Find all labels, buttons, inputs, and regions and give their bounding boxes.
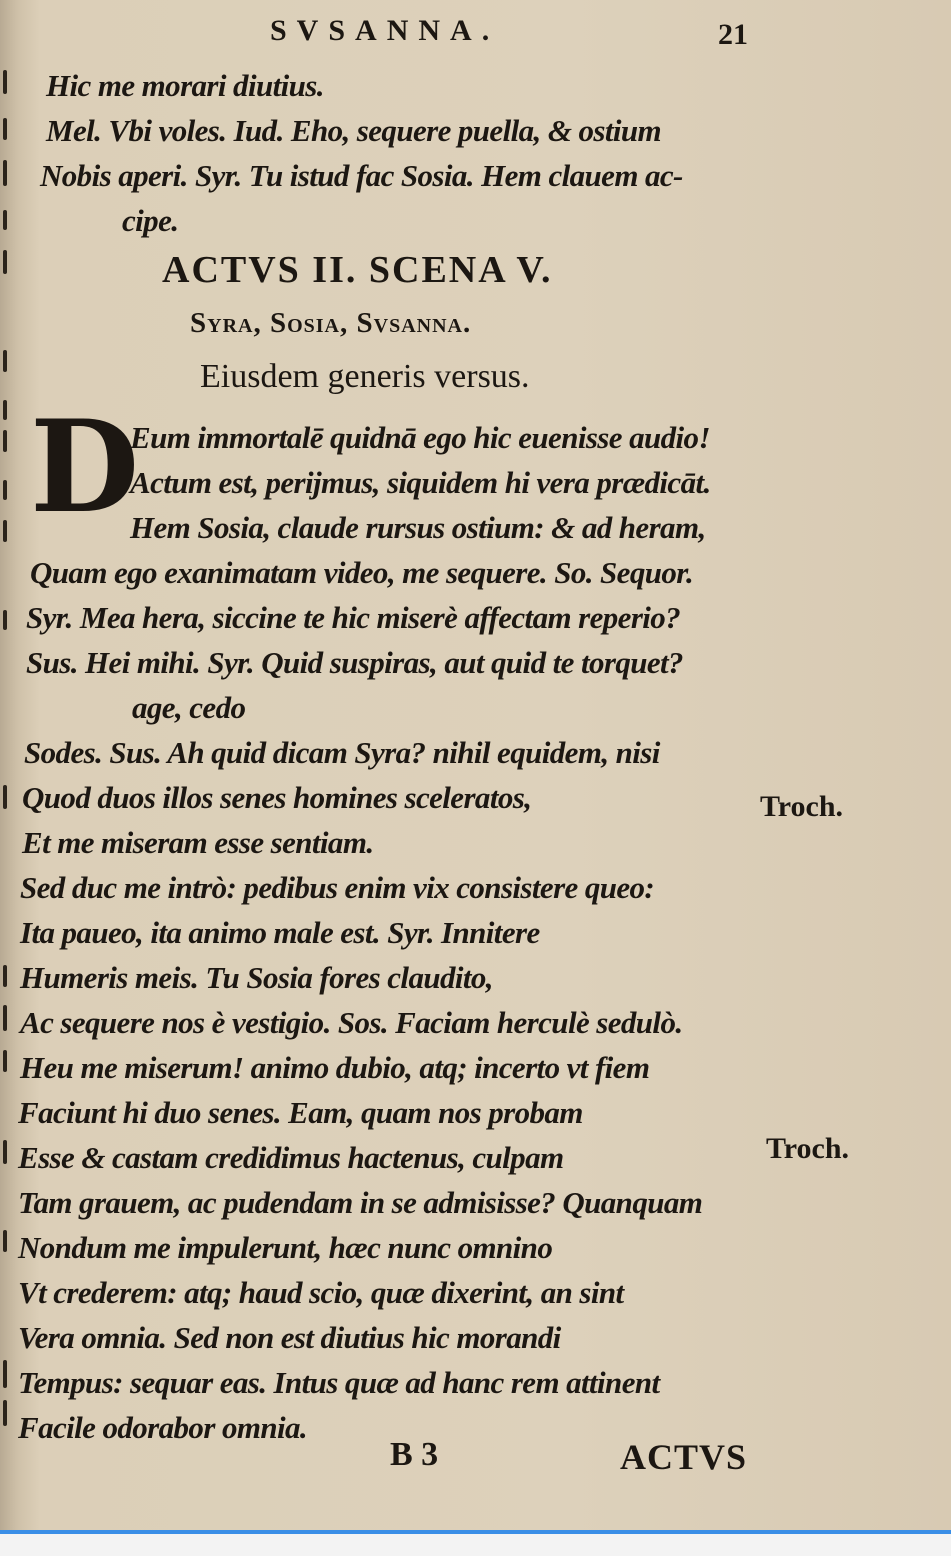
- text-line: age, cedo: [132, 690, 246, 725]
- text-line: Hem Sosia, claude rursus ostium: & ad heram,: [130, 510, 706, 545]
- signature-mark: B 3: [390, 1436, 439, 1473]
- text-line: Quod duos illos senes homines sceleratos,: [22, 780, 532, 815]
- text-line: Sus. Hei mihi. Syr. Quid suspiras, aut quid te torquet?: [26, 645, 683, 680]
- margin-note: Troch.: [766, 1132, 850, 1165]
- text-line: Humeris meis. Tu Sosia fores claudito,: [20, 960, 493, 995]
- text-line: Ita paueo, ita animo male est. Syr. Innitere: [20, 915, 540, 950]
- text-line: Syr. Mea hera, siccine te hic miserè affectam reperio?: [26, 600, 681, 635]
- catchword: ACTVS: [620, 1437, 748, 1477]
- text-line: Hic me morari diutius.: [46, 68, 324, 103]
- page-edge-marks: [0, 60, 18, 1440]
- scene-heading: ACTVS II. SCENA V.: [162, 249, 553, 291]
- text-line: Mel. Vbi voles. Iud. Eho, sequere puella, & ostium: [46, 113, 662, 148]
- text-line: cipe.: [122, 203, 179, 238]
- drop-cap: D: [30, 393, 140, 541]
- text-line: Quam ego exanimatam video, me sequere. So. Sequor.: [30, 555, 694, 590]
- text-line: Et me miseram esse sentiam.: [22, 825, 374, 860]
- margin-note: Troch.: [760, 790, 844, 823]
- text-line: Esse & castam credidimus hactenus, culpam: [18, 1140, 564, 1175]
- text-line: Vera omnia. Sed non est diutius hic morandi: [18, 1320, 561, 1355]
- character-list: Syra, Sosia, Svsanna.: [190, 307, 472, 339]
- text-line: Eum immortalē quidnā ego hic euenisse audio!: [130, 420, 710, 455]
- meter-note: Eiusdem generis versus.: [200, 358, 530, 395]
- text-line: Tam grauem, ac pudendam in se admisisse? Quanquam: [18, 1185, 703, 1220]
- text-line: Nobis aperi. Syr. Tu istud fac Sosia. Hem clauem ac-: [40, 158, 683, 193]
- text-line: Actum est, perijmus, siquidem hi vera prædicāt.: [130, 465, 711, 500]
- text-line: Sed duc me intrò: pedibus enim vix consistere queo:: [20, 870, 655, 905]
- text-line: Vt crederem: atq; haud scio, quæ dixerint, an sint: [18, 1275, 624, 1310]
- page-number: 21: [718, 18, 748, 51]
- text-line: Tempus: sequar eas. Intus quæ ad hanc rem attinent: [18, 1365, 660, 1400]
- running-head: SVSANNA.: [270, 14, 500, 47]
- viewer-bottom-bar: [0, 1530, 951, 1556]
- text-line: Ac sequere nos è vestigio. Sos. Faciam herculè sedulò.: [20, 1005, 683, 1040]
- text-line: Facile odorabor omnia.: [18, 1410, 308, 1445]
- text-line: Nondum me impulerunt, hæc nunc omnino: [18, 1230, 553, 1265]
- text-line: Sodes. Sus. Ah quid dicam Syra? nihil equidem, nisi: [24, 735, 660, 770]
- text-line: Faciunt hi duo senes. Eam, quam nos probam: [18, 1095, 583, 1130]
- text-line: Heu me miserum! animo dubio, atq; incerto vt fiem: [20, 1050, 650, 1085]
